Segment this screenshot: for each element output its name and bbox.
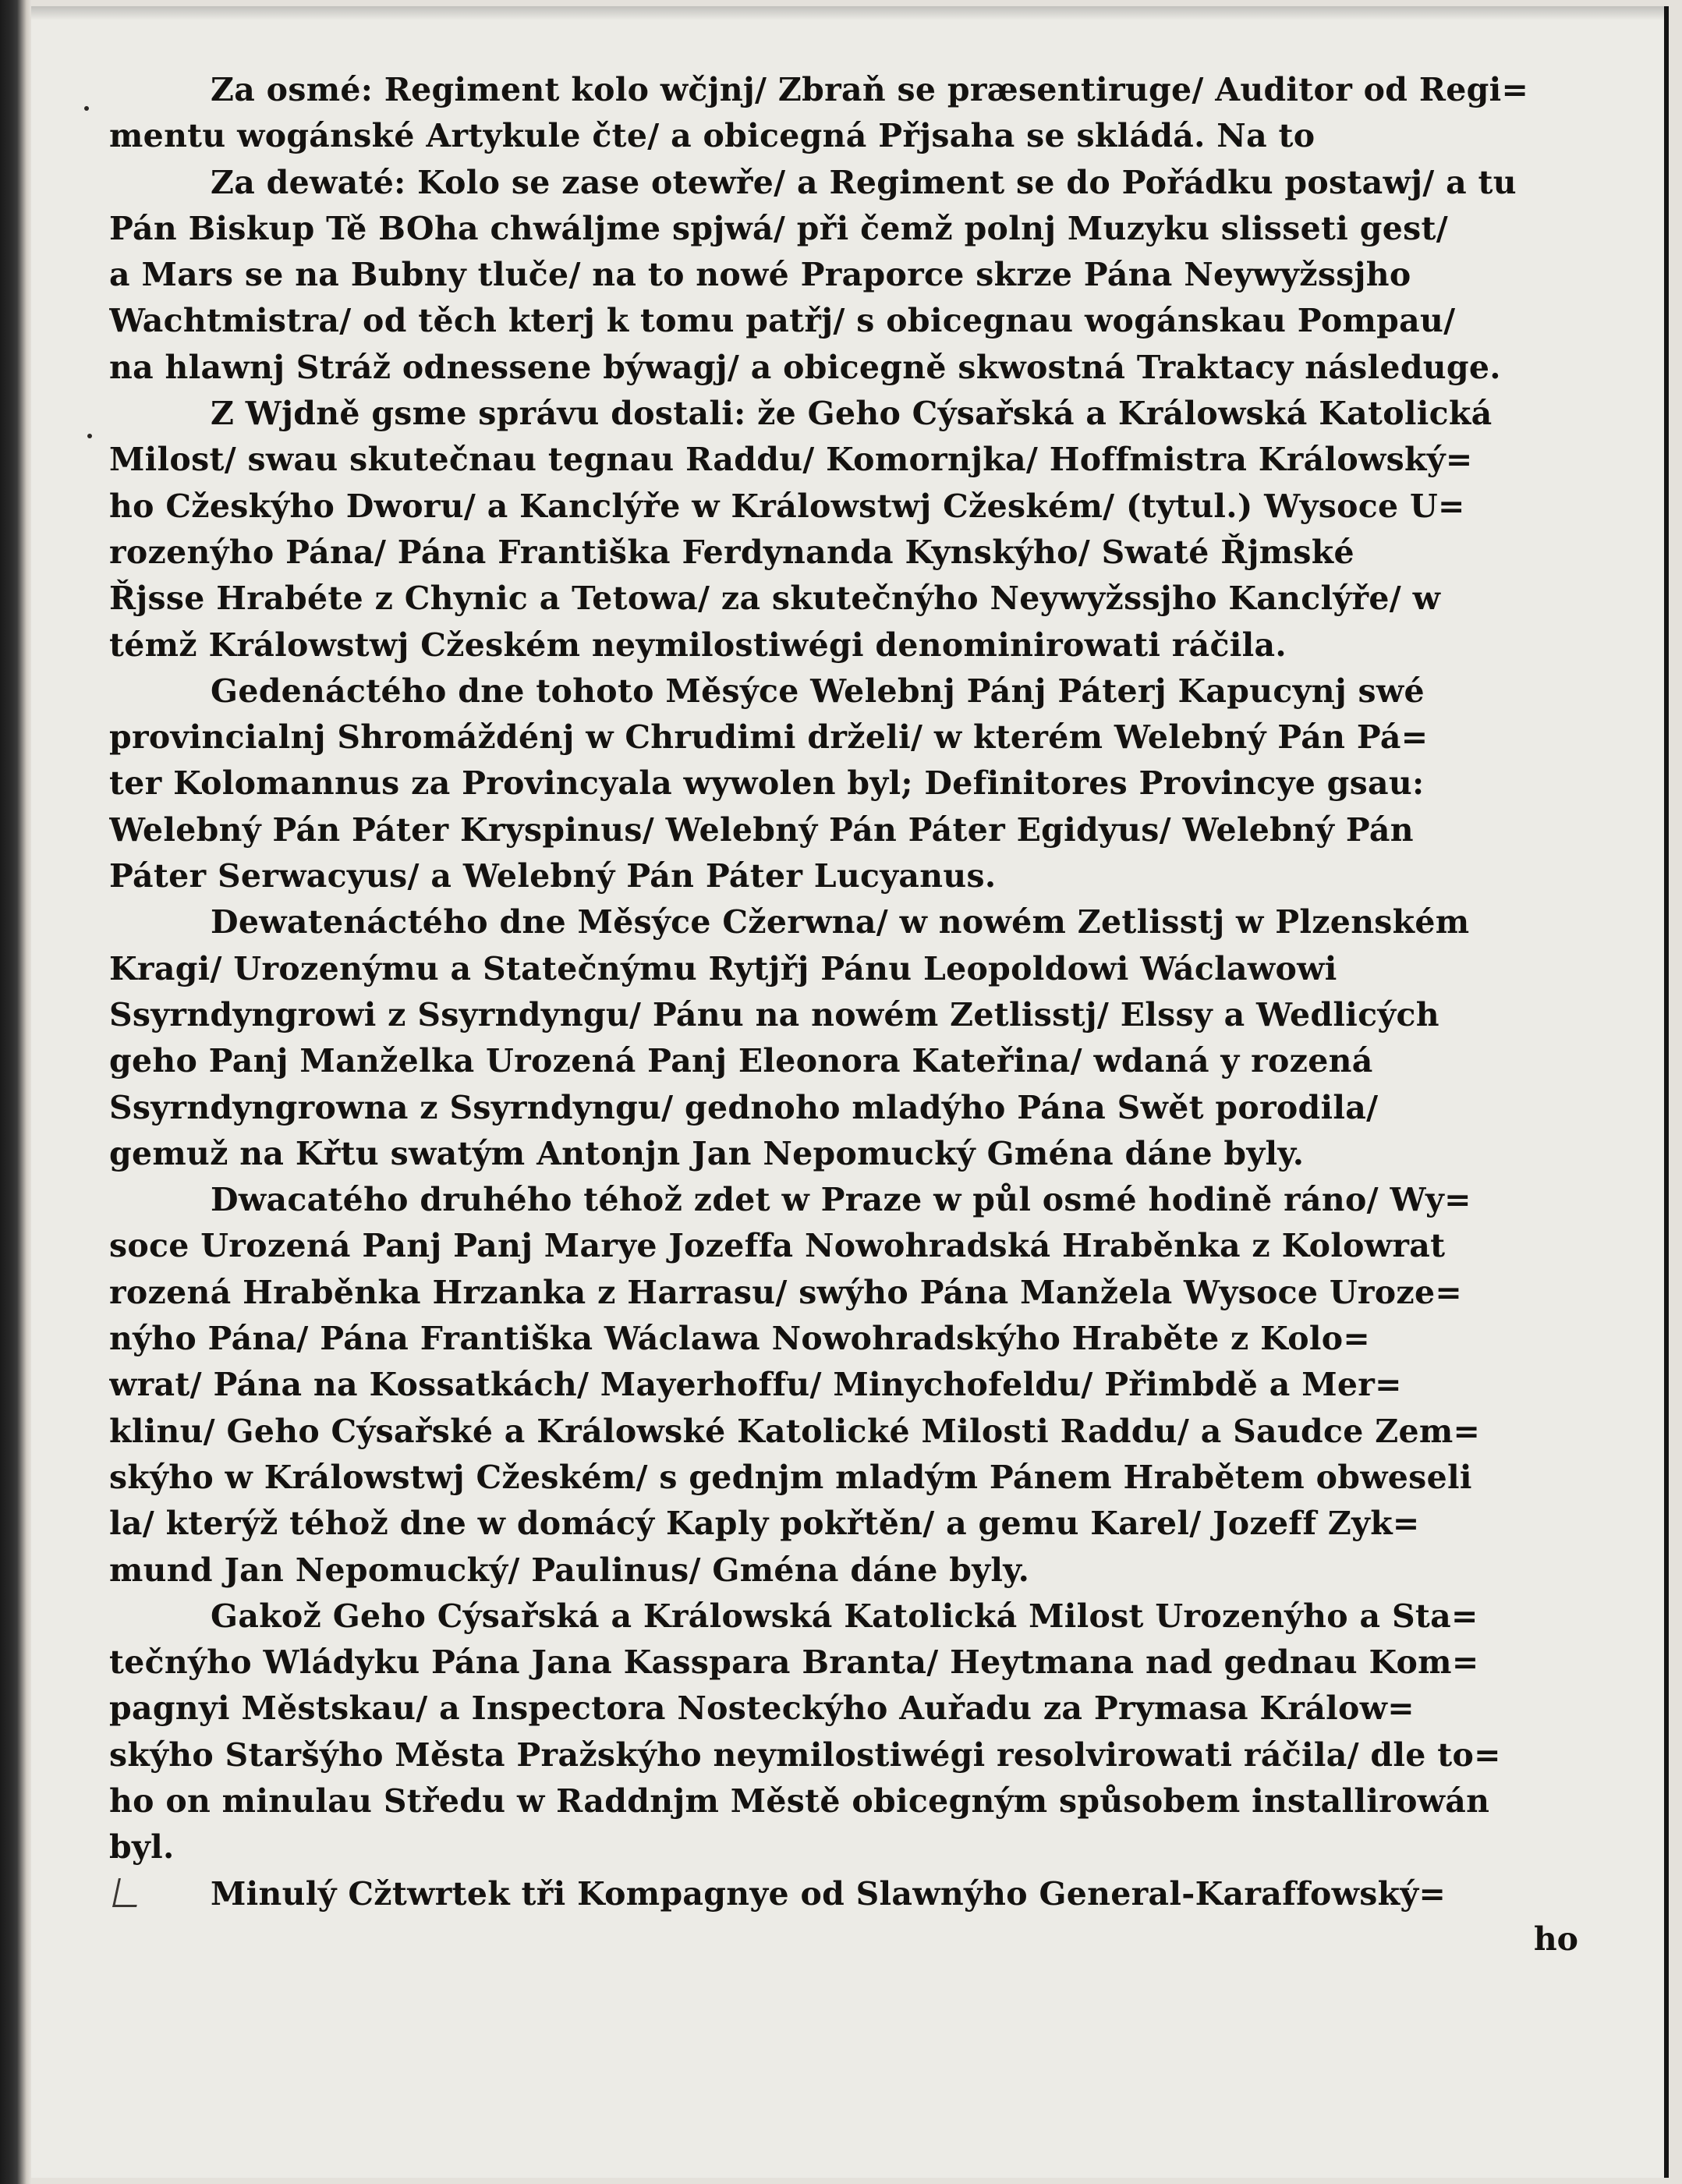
text-line: rozená Hraběnka Hrzanka z Harrasu/ swýho Pána Manžela Wysoce Uroze= bbox=[109, 1273, 1463, 1311]
text-line: ho on minulau Středu w Raddnjm Městě obicegným spůsobem installirowán bbox=[109, 1782, 1490, 1820]
page-shadow bbox=[31, 6, 1664, 20]
text-line: byl. bbox=[109, 1828, 175, 1867]
text-line: klinu/ Geho Cýsařské a Králowské Katolické Milosti Raddu/ a Saudce Zem= bbox=[109, 1412, 1481, 1450]
text-line: ho Cžeskýho Dworu/ a Kanclýře w Králowstwj Cžeském/ (tytul.) Wysoce U= bbox=[109, 487, 1465, 525]
text-line: Za dewaté: Kolo se zase otewře/ a Regiment se do Pořádku postawj/ a tu bbox=[211, 163, 1517, 201]
text-line: provincialnj Shromáždénj w Chrudimi drželi/ w kterém Welebný Pán Pá= bbox=[109, 718, 1429, 757]
text-line: la/ kterýž téhož dne w domácý Kaply pokřtěn/ a gemu Karel/ Jozeff Zyk= bbox=[109, 1505, 1420, 1543]
text-line: Gedenáctého dne tohoto Měsýce Welebnj Pánj Páterj Kapucynj swé bbox=[211, 672, 1425, 710]
text-line: Kragi/ Urozenýmu a Statečnýmu Rytjřj Pánu Leopoldowi Wáclawowi bbox=[109, 949, 1337, 987]
text-line: soce Urozená Panj Panj Marye Jozeffa Nowohradská Hraběnka z Kolowrat bbox=[109, 1227, 1446, 1265]
text-line: Páter Serwacyus/ a Welebný Pán Páter Lucyanus. bbox=[109, 857, 997, 895]
body-text bbox=[109, 67, 1630, 1917]
text-line: ter Kolomannus za Provincyala wywolen byl; Definitores Provincye gsau: bbox=[109, 764, 1425, 803]
text-line: Za osmé: Regiment kolo wčjnj/ Zbraň se præsentiruge/ Auditor od Regi= bbox=[211, 71, 1529, 108]
text-line: Welebný Pán Páter Kryspinus/ Welebný Pán Páter Egidyus/ Welebný Pán bbox=[109, 810, 1414, 849]
ink-speck bbox=[87, 434, 92, 438]
text-line: témž Králowstwj Cžeském neymilostiwégi denominirowati ráčila. bbox=[109, 626, 1287, 664]
text-line: Gakož Geho Cýsařská a Králowská Katolická Milost Urozenýho a Sta= bbox=[211, 1597, 1478, 1635]
text-line: Ssyrndyngrowi z Ssyrndyngu/ Pánu na nowém Zetlisstj/ Elssy a Wedlicých bbox=[109, 995, 1439, 1034]
text-line: Pán Biskup Tě BOha chwáljme spjwá/ při čemž polnj Muzyku slisseti gest/ bbox=[109, 209, 1448, 247]
text-line: mentu wogánské Artykule čte/ a obicegná Přjsaha se skládá. Na to bbox=[109, 117, 1316, 155]
text-line: Ssyrndyngrowna z Ssyrndyngu/ gednoho mladýho Pána Swět porodila/ bbox=[109, 1088, 1379, 1126]
text-line: nýho Pána/ Pána Františka Wáclawa Nowohradskýho Hraběte z Kolo= bbox=[109, 1320, 1371, 1358]
text-line: skýho Staršýho Města Pražskýho neymilostiwégi resolvirowati ráčila/ dle to= bbox=[109, 1736, 1501, 1774]
text-line: Milost/ swau skutečnau tegnau Raddu/ Komornjka/ Hoffmistra Králowský= bbox=[109, 441, 1473, 479]
text-line: Z Wjdně gsme správu dostali: že Geho Cýsařská a Králowská Katolická bbox=[211, 395, 1493, 433]
text-line: geho Panj Manželka Urozená Panj Eleonora Kateřina/ wdaná y rozená bbox=[109, 1042, 1373, 1080]
text-line: Wachtmistra/ od těch kterj k tomu patřj/ s obicegnau wogánskau Pompau/ bbox=[109, 302, 1456, 340]
text-line: pagnyi Městskau/ a Inspectora Nosteckýho Auřadu za Prymasa Králow= bbox=[109, 1689, 1415, 1728]
text-line: Minulý Cžtwrtek tři Kompagnye od Slawnýho General-Karaffowský= bbox=[211, 1874, 1447, 1913]
text-line: tečnýho Wládyku Pána Jana Kasspara Branta/ Heytmana nad gednau Kom= bbox=[109, 1643, 1479, 1682]
text-line: wrat/ Pána na Kossatkách/ Mayerhoffu/ Minychofeldu/ Přimbdě a Mer= bbox=[109, 1366, 1402, 1404]
catchword: ho bbox=[1533, 1920, 1578, 1958]
text-line: a Mars se na Bubny tluče/ na to nowé Praporce skrze Pána Neywyžssjho bbox=[109, 256, 1411, 294]
text-line: gemuž na Křtu swatým Antonjn Jan Nepomucký Gména dáne byly. bbox=[109, 1134, 1305, 1172]
text-line: Řjsse Hrabéte z Chynic a Tetowa/ za skutečnýho Neywyžssjho Kanclýře/ w bbox=[109, 580, 1441, 618]
text-line: Dwacatého druhého téhož zdet w Praze w půl osmé hodině ráno/ Wy= bbox=[211, 1181, 1471, 1219]
ink-speck bbox=[84, 106, 89, 111]
text-line: mund Jan Nepomucký/ Paulinus/ Gména dáne byly. bbox=[109, 1551, 1030, 1589]
text-line: Dewatenáctého dne Měsýce Cžerwna/ w nowém Zetlisstj w Plzenském bbox=[211, 903, 1470, 941]
text-line: rozenýho Pána/ Pána Františka Ferdynanda Kynskýho/ Swaté Řjmské bbox=[109, 533, 1354, 571]
book-gutter-edge bbox=[0, 0, 31, 2184]
document-page bbox=[31, 6, 1669, 2178]
text-line: skýho w Králowstwj Cžeském/ s gednjm mladým Pánem Hrabětem obweseli bbox=[109, 1458, 1472, 1496]
text-line: na hlawnj Stráž odnessene býwagj/ a obicegně skwostná Traktacy následuge. bbox=[109, 348, 1501, 386]
